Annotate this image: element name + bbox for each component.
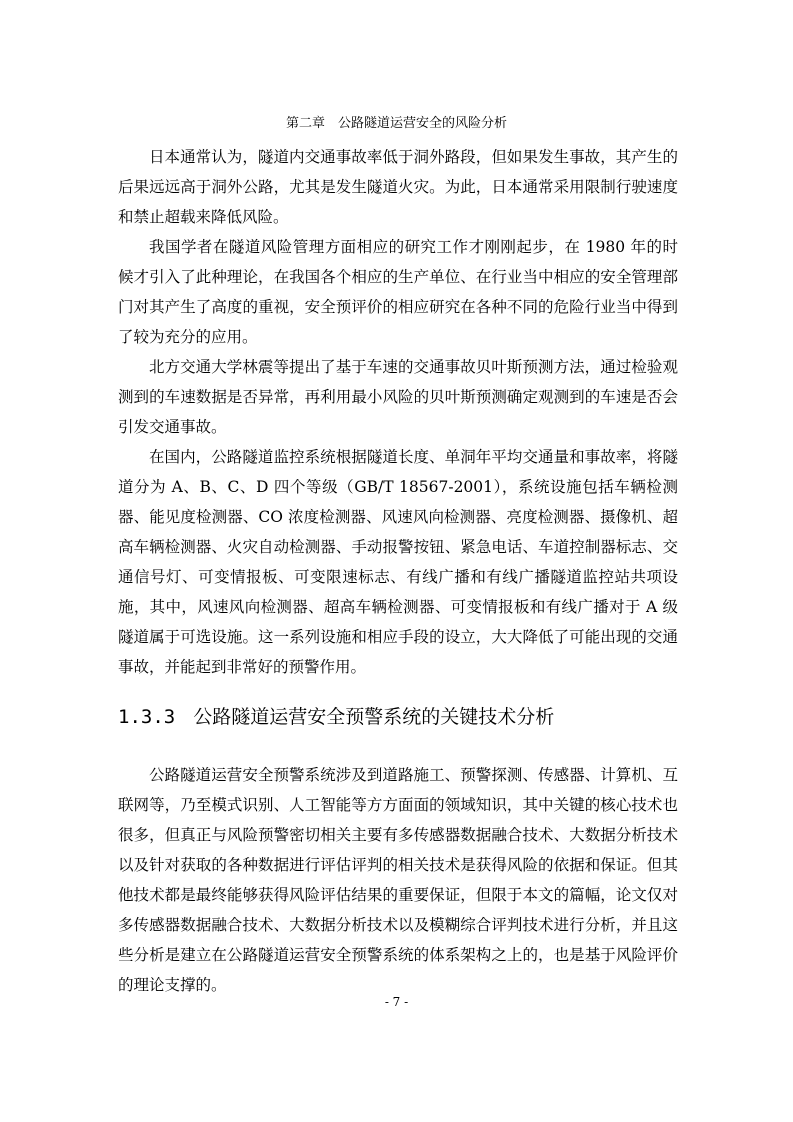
paragraph-bayes-method: 北方交通大学林震等提出了基于车速的交通事故贝叶斯预测方法，通过检验观测到的车速数据是否异常，再利用最小风险的贝叶斯预测确定观测到的车速是否会引发交通事故。 [118, 358, 678, 436]
section-heading [118, 702, 678, 732]
paragraph-domestic-monitoring: 在国内，公路隧道监控系统根据隧道长度、单洞年平均交通量和事故率，将隧道分为 A、B、C、D 四个等级（GB/T 18567-2001），系统设施包括车辆检测器、能见度检测器、CO 浓度检测器、风速风向检测器、亮度检测器、摄像机、超高车辆检测器、火灾自动检测器、手动报警按钮、紧急电话、车道控制器标志、交通信号灯、可变情报板、可变限速标志、有线广播和有线广播隧道监控站共项设施，其中，风速风向检测器、超高车辆检测器、可变情报板和有线广播对于 A 级隧道属于可选设施。这一系列设施和相应手段的设立，大大降低了可能出现的交通事故，并能起到非常好的预警作用。 [118, 448, 678, 676]
paragraph-japan: 日本通常认为，隧道内交通事故率低于洞外路段，但如果发生事故，其产生的后果远远高于洞外公路，尤其是发生隧道火灾。为此，日本通常采用限制行驶速度和禁止超载来降低风险。 [118, 148, 678, 226]
section-number: 1.3.3 [118, 706, 176, 728]
running-header: 第二章 公路隧道运营安全的风险分析 [285, 116, 507, 131]
page-body [118, 142, 678, 1000]
paragraph-key-technologies: 公路隧道运营安全预警系统涉及到道路施工、预警探测、传感器、计算机、互联网等，乃至模式识别、人工智能等方方面面的领域知识，其中关键的核心技术也很多，但真正与风险预警密切相关主要有多传感器数据融合技术、大数据分析技术以及针对获取的各种数据进行评估评判的相关技术是获得风险的依据和保证。但其他技术都是最终能够获得风险评估结果的重要保证，但限于本文的篇幅，论文仅对多传感器数据融合技术、大数据分析技术以及模糊综合评判技术进行分析，并且这些分析是建立在公路隧道运营安全预警系统的体系架构之上的，也是基于风险评价的理论支撑的。 [118, 766, 678, 994]
page-number: - 7 - [384, 995, 409, 1009]
section-title: 公路隧道运营安全预警系统的关键技术分析 [193, 706, 555, 728]
paragraph-china-research: 我国学者在隧道风险管理方面相应的研究工作才刚刚起步，在 1980 年的时候才引入了此种理论，在我国各个相应的生产单位、在行业当中相应的安全管理部门对其产生了高度的重视，安全预评价的相应研究在各种不同的危险行业当中得到了较为充分的应用。 [118, 238, 678, 346]
